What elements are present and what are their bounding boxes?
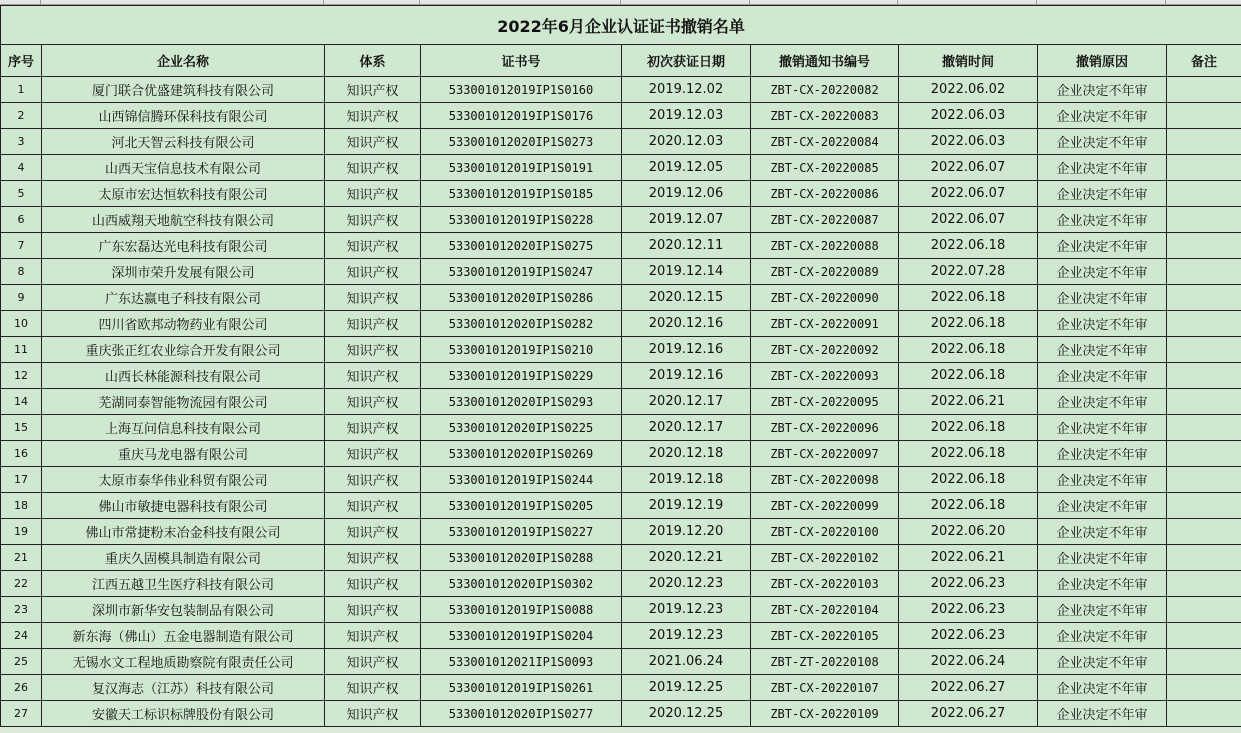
- remark-cell[interactable]: [1167, 571, 1241, 597]
- notice-no-cell[interactable]: ZBT-CX-20220089: [751, 259, 899, 285]
- system-cell[interactable]: 知识产权: [325, 363, 421, 389]
- notice-no-cell[interactable]: ZBT-CX-20220083: [751, 103, 899, 129]
- system-cell[interactable]: 知识产权: [325, 701, 421, 727]
- table-row: [1, 415, 1241, 441]
- revocation-time-cell[interactable]: 2022.06.18: [899, 363, 1038, 389]
- system-cell[interactable]: 知识产权: [325, 233, 421, 259]
- company-name-cell[interactable]: 深圳市荣升发展有限公司: [42, 259, 325, 285]
- remark-cell[interactable]: [1167, 467, 1241, 493]
- remark-cell[interactable]: [1167, 259, 1241, 285]
- first-issue-date-cell[interactable]: 2020.12.17: [622, 389, 751, 415]
- certificate-no-cell[interactable]: 533001012019IP1S0228: [421, 207, 622, 233]
- table-row: [1, 129, 1241, 155]
- serial-cell[interactable]: 7: [1, 233, 42, 259]
- table-row: [1, 623, 1241, 649]
- revocation-reason-cell[interactable]: 企业决定不年审: [1038, 77, 1167, 103]
- revocation-time-cell[interactable]: 2022.06.18: [899, 467, 1038, 493]
- serial-cell[interactable]: 5: [1, 181, 42, 207]
- serial-cell[interactable]: 21: [1, 545, 42, 571]
- revocation-time-cell[interactable]: 2022.06.18: [899, 311, 1038, 337]
- certificate-no-cell[interactable]: 533001012020IP1S0293: [421, 389, 622, 415]
- table-row: [1, 285, 1241, 311]
- system-cell[interactable]: 知识产权: [325, 441, 421, 467]
- table-row: [1, 493, 1241, 519]
- first-issue-date-cell[interactable]: 2020.12.23: [622, 571, 751, 597]
- first-issue-date-cell[interactable]: 2019.12.05: [622, 155, 751, 181]
- notice-no-cell[interactable]: ZBT-CX-20220082: [751, 77, 899, 103]
- remark-cell[interactable]: [1167, 649, 1241, 675]
- notice-no-cell[interactable]: ZBT-CX-20220086: [751, 181, 899, 207]
- first-issue-date-cell[interactable]: 2020.12.11: [622, 233, 751, 259]
- revocation-reason-cell[interactable]: 企业决定不年审: [1038, 571, 1167, 597]
- certificate-no-cell[interactable]: 533001012020IP1S0225: [421, 415, 622, 441]
- first-issue-date-cell[interactable]: 2019.12.20: [622, 519, 751, 545]
- serial-cell[interactable]: 15: [1, 415, 42, 441]
- revocation-reason-cell[interactable]: 企业决定不年审: [1038, 441, 1167, 467]
- first-issue-date-cell[interactable]: 2019.12.14: [622, 259, 751, 285]
- system-cell[interactable]: 知识产权: [325, 493, 421, 519]
- table-row: [1, 259, 1241, 285]
- revocation-reason-cell[interactable]: 企业决定不年审: [1038, 389, 1167, 415]
- remark-cell[interactable]: [1167, 623, 1241, 649]
- notice-no-cell[interactable]: ZBT-CX-20220085: [751, 155, 899, 181]
- certificate-no-cell[interactable]: 533001012019IP1S0227: [421, 519, 622, 545]
- certificate-no-cell[interactable]: 533001012019IP1S0088: [421, 597, 622, 623]
- serial-cell[interactable]: 23: [1, 597, 42, 623]
- notice-no-cell[interactable]: ZBT-CX-20220105: [751, 623, 899, 649]
- notice-no-cell[interactable]: ZBT-CX-20220100: [751, 519, 899, 545]
- system-cell[interactable]: 知识产权: [325, 337, 421, 363]
- certificate-no-cell[interactable]: 533001012019IP1S0247: [421, 259, 622, 285]
- system-cell[interactable]: 知识产权: [325, 311, 421, 337]
- header-system[interactable]: 体系: [325, 45, 421, 77]
- revocation-reason-cell[interactable]: 企业决定不年审: [1038, 363, 1167, 389]
- serial-cell[interactable]: 8: [1, 259, 42, 285]
- revocation-time-cell[interactable]: 2022.06.18: [899, 285, 1038, 311]
- revocation-reason-cell[interactable]: 企业决定不年审: [1038, 519, 1167, 545]
- revocation-time-cell[interactable]: 2022.06.07: [899, 181, 1038, 207]
- system-cell[interactable]: 知识产权: [325, 675, 421, 701]
- first-issue-date-cell[interactable]: 2020.12.17: [622, 415, 751, 441]
- revocation-time-cell[interactable]: 2022.06.02: [899, 77, 1038, 103]
- certificate-no-cell[interactable]: 533001012020IP1S0286: [421, 285, 622, 311]
- certificate-no-cell[interactable]: 533001012019IP1S0160: [421, 77, 622, 103]
- company-name-cell[interactable]: 广东达嬴电子科技有限公司: [42, 285, 325, 311]
- certificate-no-cell[interactable]: 533001012019IP1S0185: [421, 181, 622, 207]
- revocation-time-cell[interactable]: 2022.06.03: [899, 103, 1038, 129]
- system-cell[interactable]: 知识产权: [325, 649, 421, 675]
- remark-cell[interactable]: [1167, 233, 1241, 259]
- revocation-reason-cell[interactable]: 企业决定不年审: [1038, 649, 1167, 675]
- revocation-time-cell[interactable]: 2022.06.07: [899, 155, 1038, 181]
- first-issue-date-cell[interactable]: 2020.12.16: [622, 311, 751, 337]
- certificate-no-cell[interactable]: 533001012021IP1S0093: [421, 649, 622, 675]
- certificate-no-cell[interactable]: 533001012020IP1S0275: [421, 233, 622, 259]
- system-cell[interactable]: 知识产权: [325, 571, 421, 597]
- notice-no-cell[interactable]: ZBT-CX-20220102: [751, 545, 899, 571]
- first-issue-date-cell[interactable]: 2019.12.16: [622, 363, 751, 389]
- table-row: [1, 441, 1241, 467]
- certificate-no-cell[interactable]: 533001012020IP1S0302: [421, 571, 622, 597]
- serial-cell[interactable]: 18: [1, 493, 42, 519]
- first-issue-date-cell[interactable]: 2019.12.23: [622, 623, 751, 649]
- revocation-reason-cell[interactable]: 企业决定不年审: [1038, 181, 1167, 207]
- table-row: [1, 363, 1241, 389]
- remark-cell[interactable]: [1167, 285, 1241, 311]
- notice-no-cell[interactable]: ZBT-CX-20220109: [751, 701, 899, 727]
- company-name-cell[interactable]: 无锡水文工程地质勘察院有限责任公司: [42, 649, 325, 675]
- table-row: [1, 207, 1241, 233]
- revocation-time-cell[interactable]: 2022.06.23: [899, 571, 1038, 597]
- company-name-cell[interactable]: 重庆久固模具制造有限公司: [42, 545, 325, 571]
- header-certificate-no[interactable]: 证书号: [421, 45, 622, 77]
- remark-cell[interactable]: [1167, 311, 1241, 337]
- revocation-time-cell[interactable]: 2022.06.20: [899, 519, 1038, 545]
- table-row: [1, 519, 1241, 545]
- system-cell[interactable]: 知识产权: [325, 103, 421, 129]
- table-row: [1, 467, 1241, 493]
- first-issue-date-cell[interactable]: 2021.06.24: [622, 649, 751, 675]
- company-name-cell[interactable]: 山西威翔天地航空科技有限公司: [42, 207, 325, 233]
- certificate-no-cell[interactable]: 533001012020IP1S0288: [421, 545, 622, 571]
- system-cell[interactable]: 知识产权: [325, 623, 421, 649]
- notice-no-cell[interactable]: ZBT-CX-20220091: [751, 311, 899, 337]
- serial-cell[interactable]: 17: [1, 467, 42, 493]
- certificate-no-cell[interactable]: 533001012020IP1S0277: [421, 701, 622, 727]
- revocation-reason-cell[interactable]: 企业决定不年审: [1038, 467, 1167, 493]
- certificate-no-cell[interactable]: 533001012020IP1S0273: [421, 129, 622, 155]
- remark-cell[interactable]: [1167, 103, 1241, 129]
- header-notice-no[interactable]: 撤销通知书编号: [751, 45, 899, 77]
- serial-cell[interactable]: 24: [1, 623, 42, 649]
- system-cell[interactable]: 知识产权: [325, 467, 421, 493]
- system-cell[interactable]: 知识产权: [325, 259, 421, 285]
- certificate-no-cell[interactable]: 533001012019IP1S0210: [421, 337, 622, 363]
- table-row: [1, 155, 1241, 181]
- certificate-no-cell[interactable]: 533001012019IP1S0244: [421, 467, 622, 493]
- first-issue-date-cell[interactable]: 2019.12.25: [622, 675, 751, 701]
- system-cell[interactable]: 知识产权: [325, 415, 421, 441]
- serial-cell[interactable]: 3: [1, 129, 42, 155]
- company-name-cell[interactable]: 河北天智云科技有限公司: [42, 129, 325, 155]
- certificate-no-cell[interactable]: 533001012019IP1S0191: [421, 155, 622, 181]
- company-name-cell[interactable]: 广东宏磊达光电科技有限公司: [42, 233, 325, 259]
- company-name-cell[interactable]: 复汉海志（江苏）科技有限公司: [42, 675, 325, 701]
- table-row: [1, 389, 1241, 415]
- revocation-reason-cell[interactable]: 企业决定不年审: [1038, 259, 1167, 285]
- company-name-cell[interactable]: 安徽天工标识标牌股份有限公司: [42, 701, 325, 727]
- serial-cell[interactable]: 27: [1, 701, 42, 727]
- serial-cell[interactable]: 11: [1, 337, 42, 363]
- revocation-time-cell[interactable]: 2022.06.21: [899, 389, 1038, 415]
- remark-cell[interactable]: [1167, 207, 1241, 233]
- remark-cell[interactable]: [1167, 545, 1241, 571]
- system-cell[interactable]: 知识产权: [325, 597, 421, 623]
- notice-no-cell[interactable]: ZBT-CX-20220097: [751, 441, 899, 467]
- revocation-reason-cell[interactable]: 企业决定不年审: [1038, 675, 1167, 701]
- remark-cell[interactable]: [1167, 129, 1241, 155]
- serial-cell[interactable]: 10: [1, 311, 42, 337]
- first-issue-date-cell[interactable]: 2020.12.25: [622, 701, 751, 727]
- notice-no-cell[interactable]: ZBT-CX-20220093: [751, 363, 899, 389]
- table-row: [1, 597, 1241, 623]
- system-cell[interactable]: 知识产权: [325, 77, 421, 103]
- table-row: [1, 649, 1241, 675]
- notice-no-cell[interactable]: ZBT-CX-20220087: [751, 207, 899, 233]
- revocation-time-cell[interactable]: 2022.06.18: [899, 441, 1038, 467]
- first-issue-date-cell[interactable]: 2019.12.06: [622, 181, 751, 207]
- company-name-cell[interactable]: 上海互问信息科技有限公司: [42, 415, 325, 441]
- company-name-cell[interactable]: 厦门联合优盛建筑科技有限公司: [42, 77, 325, 103]
- remark-cell[interactable]: [1167, 597, 1241, 623]
- table-row: [1, 103, 1241, 129]
- company-name-cell[interactable]: 四川省欧邦动物药业有限公司: [42, 311, 325, 337]
- serial-cell[interactable]: 12: [1, 363, 42, 389]
- header-remark[interactable]: 备注: [1167, 45, 1241, 77]
- revocation-time-cell[interactable]: 2022.06.07: [899, 207, 1038, 233]
- serial-cell[interactable]: 26: [1, 675, 42, 701]
- sheet-title[interactable]: 2022年6月企业认证证书撤销名单: [1, 6, 1241, 45]
- serial-cell[interactable]: 2: [1, 103, 42, 129]
- notice-no-cell[interactable]: ZBT-CX-20220095: [751, 389, 899, 415]
- certificate-no-cell[interactable]: 533001012020IP1S0269: [421, 441, 622, 467]
- table-row: [1, 337, 1241, 363]
- first-issue-date-cell[interactable]: 2020.12.18: [622, 441, 751, 467]
- first-issue-date-cell[interactable]: 2019.12.18: [622, 467, 751, 493]
- company-name-cell[interactable]: 佛山市常捷粉末冶金科技有限公司: [42, 519, 325, 545]
- revocation-time-cell[interactable]: 2022.06.24: [899, 649, 1038, 675]
- remark-cell[interactable]: [1167, 155, 1241, 181]
- system-cell[interactable]: 知识产权: [325, 155, 421, 181]
- revocation-reason-cell[interactable]: 企业决定不年审: [1038, 623, 1167, 649]
- remark-cell[interactable]: [1167, 675, 1241, 701]
- revocation-reason-cell[interactable]: 企业决定不年审: [1038, 415, 1167, 441]
- first-issue-date-cell[interactable]: 2020.12.03: [622, 129, 751, 155]
- first-issue-date-cell[interactable]: 2019.12.16: [622, 337, 751, 363]
- company-name-cell[interactable]: 重庆马龙电器有限公司: [42, 441, 325, 467]
- first-issue-date-cell[interactable]: 2020.12.15: [622, 285, 751, 311]
- system-cell[interactable]: 知识产权: [325, 519, 421, 545]
- header-company-name[interactable]: 企业名称: [42, 45, 325, 77]
- revocation-reason-cell[interactable]: 企业决定不年审: [1038, 597, 1167, 623]
- revocation-reason-cell[interactable]: 企业决定不年审: [1038, 155, 1167, 181]
- notice-no-cell[interactable]: ZBT-CX-20220092: [751, 337, 899, 363]
- remark-cell[interactable]: [1167, 441, 1241, 467]
- remark-cell[interactable]: [1167, 181, 1241, 207]
- notice-no-cell[interactable]: ZBT-CX-20220088: [751, 233, 899, 259]
- revocation-reason-cell[interactable]: 企业决定不年审: [1038, 103, 1167, 129]
- remark-cell[interactable]: [1167, 77, 1241, 103]
- revocation-time-cell[interactable]: 2022.06.21: [899, 545, 1038, 571]
- revocation-time-cell[interactable]: 2022.06.18: [899, 415, 1038, 441]
- revocation-time-cell[interactable]: 2022.06.27: [899, 701, 1038, 727]
- company-name-cell[interactable]: 重庆张正红农业综合开发有限公司: [42, 337, 325, 363]
- remark-cell[interactable]: [1167, 415, 1241, 441]
- certificate-no-cell[interactable]: 533001012019IP1S0261: [421, 675, 622, 701]
- first-issue-date-cell[interactable]: 2019.12.07: [622, 207, 751, 233]
- revocation-reason-cell[interactable]: 企业决定不年审: [1038, 337, 1167, 363]
- remark-cell[interactable]: [1167, 389, 1241, 415]
- first-issue-date-cell[interactable]: 2020.12.21: [622, 545, 751, 571]
- company-name-cell[interactable]: 新东海（佛山）五金电器制造有限公司: [42, 623, 325, 649]
- system-cell[interactable]: 知识产权: [325, 285, 421, 311]
- header-revocation-time[interactable]: 撤销时间: [899, 45, 1038, 77]
- header-first-issue-date[interactable]: 初次获证日期: [622, 45, 751, 77]
- company-name-cell[interactable]: 山西锦信腾环保科技有限公司: [42, 103, 325, 129]
- header-serial[interactable]: 序号: [1, 45, 42, 77]
- company-name-cell[interactable]: 太原市泰华伟业科贸有限公司: [42, 467, 325, 493]
- revocation-reason-cell[interactable]: 企业决定不年审: [1038, 233, 1167, 259]
- revocation-time-cell[interactable]: 2022.06.18: [899, 493, 1038, 519]
- first-issue-date-cell[interactable]: 2019.12.03: [622, 103, 751, 129]
- serial-cell[interactable]: 22: [1, 571, 42, 597]
- remark-cell[interactable]: [1167, 363, 1241, 389]
- revocation-time-cell[interactable]: 2022.07.28: [899, 259, 1038, 285]
- notice-no-cell[interactable]: ZBT-CX-20220104: [751, 597, 899, 623]
- notice-no-cell[interactable]: ZBT-CX-20220098: [751, 467, 899, 493]
- certificate-no-cell[interactable]: 533001012019IP1S0204: [421, 623, 622, 649]
- revocation-reason-cell[interactable]: 企业决定不年审: [1038, 493, 1167, 519]
- revocation-reason-cell[interactable]: 企业决定不年审: [1038, 207, 1167, 233]
- revocation-time-cell[interactable]: 2022.06.27: [899, 675, 1038, 701]
- table-row: [1, 545, 1241, 571]
- header-revocation-reason[interactable]: 撤销原因: [1038, 45, 1167, 77]
- revocation-time-cell[interactable]: 2022.06.03: [899, 129, 1038, 155]
- system-cell[interactable]: 知识产权: [325, 389, 421, 415]
- remark-cell[interactable]: [1167, 701, 1241, 727]
- serial-cell[interactable]: 4: [1, 155, 42, 181]
- first-issue-date-cell[interactable]: 2019.12.02: [622, 77, 751, 103]
- revocation-reason-cell[interactable]: 企业决定不年审: [1038, 701, 1167, 727]
- revocation-reason-cell[interactable]: 企业决定不年审: [1038, 129, 1167, 155]
- serial-cell[interactable]: 19: [1, 519, 42, 545]
- revocation-time-cell[interactable]: 2022.06.18: [899, 337, 1038, 363]
- company-name-cell[interactable]: 佛山市敏捷电器科技有限公司: [42, 493, 325, 519]
- table-row: [1, 77, 1241, 103]
- revocation-time-cell[interactable]: 2022.06.18: [899, 233, 1038, 259]
- revocation-table: [0, 5, 1241, 727]
- table-row: [1, 701, 1241, 727]
- first-issue-date-cell[interactable]: 2019.12.23: [622, 597, 751, 623]
- revocation-reason-cell[interactable]: 企业决定不年审: [1038, 285, 1167, 311]
- notice-no-cell[interactable]: ZBT-CX-20220107: [751, 675, 899, 701]
- notice-no-cell[interactable]: ZBT-CX-20220099: [751, 493, 899, 519]
- serial-cell[interactable]: 25: [1, 649, 42, 675]
- serial-cell[interactable]: 14: [1, 389, 42, 415]
- certificate-no-cell[interactable]: 533001012019IP1S0205: [421, 493, 622, 519]
- table-row: [1, 311, 1241, 337]
- company-name-cell[interactable]: 山西天宝信息技术有限公司: [42, 155, 325, 181]
- company-name-cell[interactable]: 芜湖同泰智能物流园有限公司: [42, 389, 325, 415]
- notice-no-cell[interactable]: ZBT-CX-20220090: [751, 285, 899, 311]
- revocation-reason-cell[interactable]: 企业决定不年审: [1038, 545, 1167, 571]
- remark-cell[interactable]: [1167, 493, 1241, 519]
- table-row: [1, 571, 1241, 597]
- first-issue-date-cell[interactable]: 2019.12.19: [622, 493, 751, 519]
- company-name-cell[interactable]: 江西五越卫生医疗科技有限公司: [42, 571, 325, 597]
- certificate-no-cell[interactable]: 533001012019IP1S0176: [421, 103, 622, 129]
- notice-no-cell[interactable]: ZBT-ZT-20220108: [751, 649, 899, 675]
- serial-cell[interactable]: 9: [1, 285, 42, 311]
- serial-cell[interactable]: 1: [1, 77, 42, 103]
- notice-no-cell[interactable]: ZBT-CX-20220096: [751, 415, 899, 441]
- certificate-no-cell[interactable]: 533001012020IP1S0282: [421, 311, 622, 337]
- notice-no-cell[interactable]: ZBT-CX-20220084: [751, 129, 899, 155]
- table-row: [1, 181, 1241, 207]
- system-cell[interactable]: 知识产权: [325, 545, 421, 571]
- revocation-time-cell[interactable]: 2022.06.23: [899, 597, 1038, 623]
- remark-cell[interactable]: [1167, 337, 1241, 363]
- notice-no-cell[interactable]: ZBT-CX-20220103: [751, 571, 899, 597]
- company-name-cell[interactable]: 山西长林能源科技有限公司: [42, 363, 325, 389]
- company-name-cell[interactable]: 深圳市新华安包装制品有限公司: [42, 597, 325, 623]
- revocation-time-cell[interactable]: 2022.06.23: [899, 623, 1038, 649]
- table-row: [1, 233, 1241, 259]
- system-cell[interactable]: 知识产权: [325, 181, 421, 207]
- revocation-reason-cell[interactable]: 企业决定不年审: [1038, 311, 1167, 337]
- certificate-no-cell[interactable]: 533001012019IP1S0229: [421, 363, 622, 389]
- company-name-cell[interactable]: 太原市宏达恒软科技有限公司: [42, 181, 325, 207]
- system-cell[interactable]: 知识产权: [325, 207, 421, 233]
- table-row: [1, 675, 1241, 701]
- remark-cell[interactable]: [1167, 519, 1241, 545]
- serial-cell[interactable]: 6: [1, 207, 42, 233]
- system-cell[interactable]: 知识产权: [325, 129, 421, 155]
- serial-cell[interactable]: 16: [1, 441, 42, 467]
